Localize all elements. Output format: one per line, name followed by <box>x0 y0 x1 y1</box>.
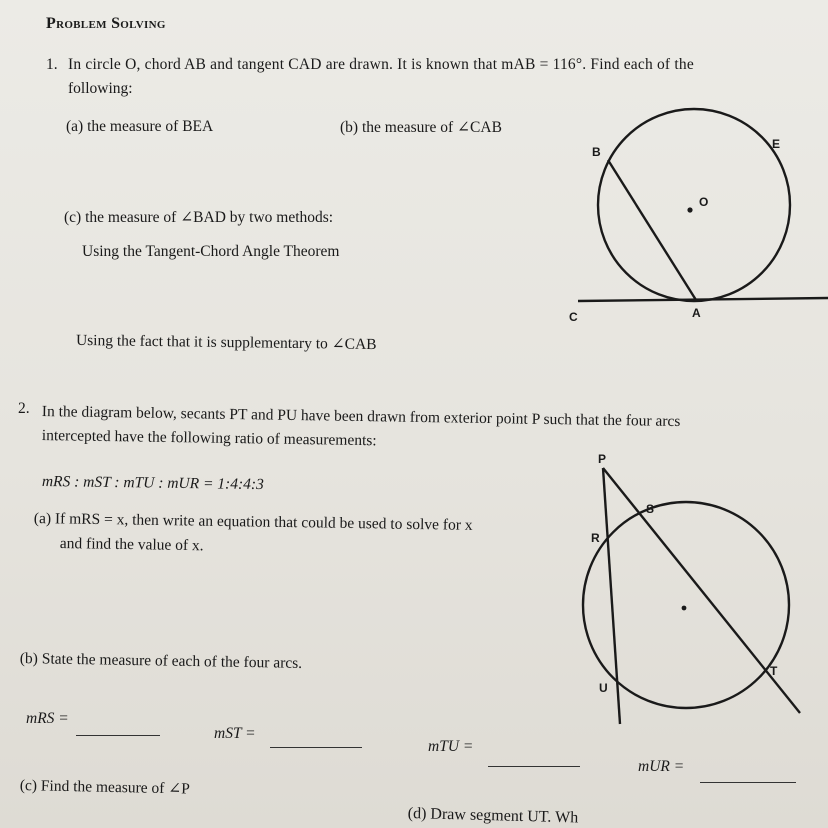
problem2-number: 2. <box>18 400 30 417</box>
label-r: R <box>591 531 600 545</box>
problem1-line1: In circle O, chord AB and tangent CAD are drawn. It is known that mAB = 116°. Find each of the <box>68 56 694 73</box>
arc-tu-label: mTU = <box>428 738 474 755</box>
arc-ur-label: mUR = <box>638 758 685 775</box>
label-o: O <box>699 195 709 209</box>
problem2-line1: In the diagram below, secants PT and PU have been drawn from exterior point P such that the four arcs <box>41 403 681 431</box>
label-b: B <box>592 145 601 159</box>
problem2-part-a-line2: and find the value of x. <box>59 535 204 555</box>
label-t: T <box>770 664 778 678</box>
circle-2 <box>583 502 789 708</box>
section-title: Problem Solving <box>46 15 166 32</box>
problem2-part-a-line1: (a) If mRS = x, then write an equation that could be used to solve for x <box>33 510 473 534</box>
problem1-part-c: (c) the measure of ∠BAD by two methods: <box>64 209 334 226</box>
problem1-part-b: (b) the measure of ∠CAB <box>340 119 502 136</box>
label-p: P <box>598 452 607 466</box>
problem2-line2: intercepted have the following ratio of measurements: <box>41 427 377 450</box>
arc-rs-label: mRS = <box>26 710 69 727</box>
problem2-part-d: (d) Draw segment UT. Wh <box>407 805 579 827</box>
label-s: S <box>646 502 655 516</box>
problem1-number: 1. <box>46 56 58 73</box>
problem2-part-b: (b) State the measure of each of the four arcs. <box>19 650 303 672</box>
problem2-ratio: mRS : mST : mTU : mUR = 1:4:4:3 <box>41 473 264 494</box>
label-u: U <box>599 681 608 695</box>
problem2-part-c: (c) Find the measure of ∠P <box>19 776 191 798</box>
label-c: C <box>569 310 578 324</box>
arc-st-label: mST = <box>214 725 256 742</box>
label-e: E <box>772 137 781 151</box>
problem1-line2: following: <box>68 80 133 97</box>
problem1-part-a: (a) the measure of BEA <box>66 118 214 135</box>
label-a: A <box>692 306 701 320</box>
problem1-method1: Using the Tangent-Chord Angle Theorem <box>82 243 340 260</box>
problem1-method2: Using the fact that it is supplementary to ∠CAB <box>75 331 377 354</box>
center-point-2 <box>682 606 687 611</box>
